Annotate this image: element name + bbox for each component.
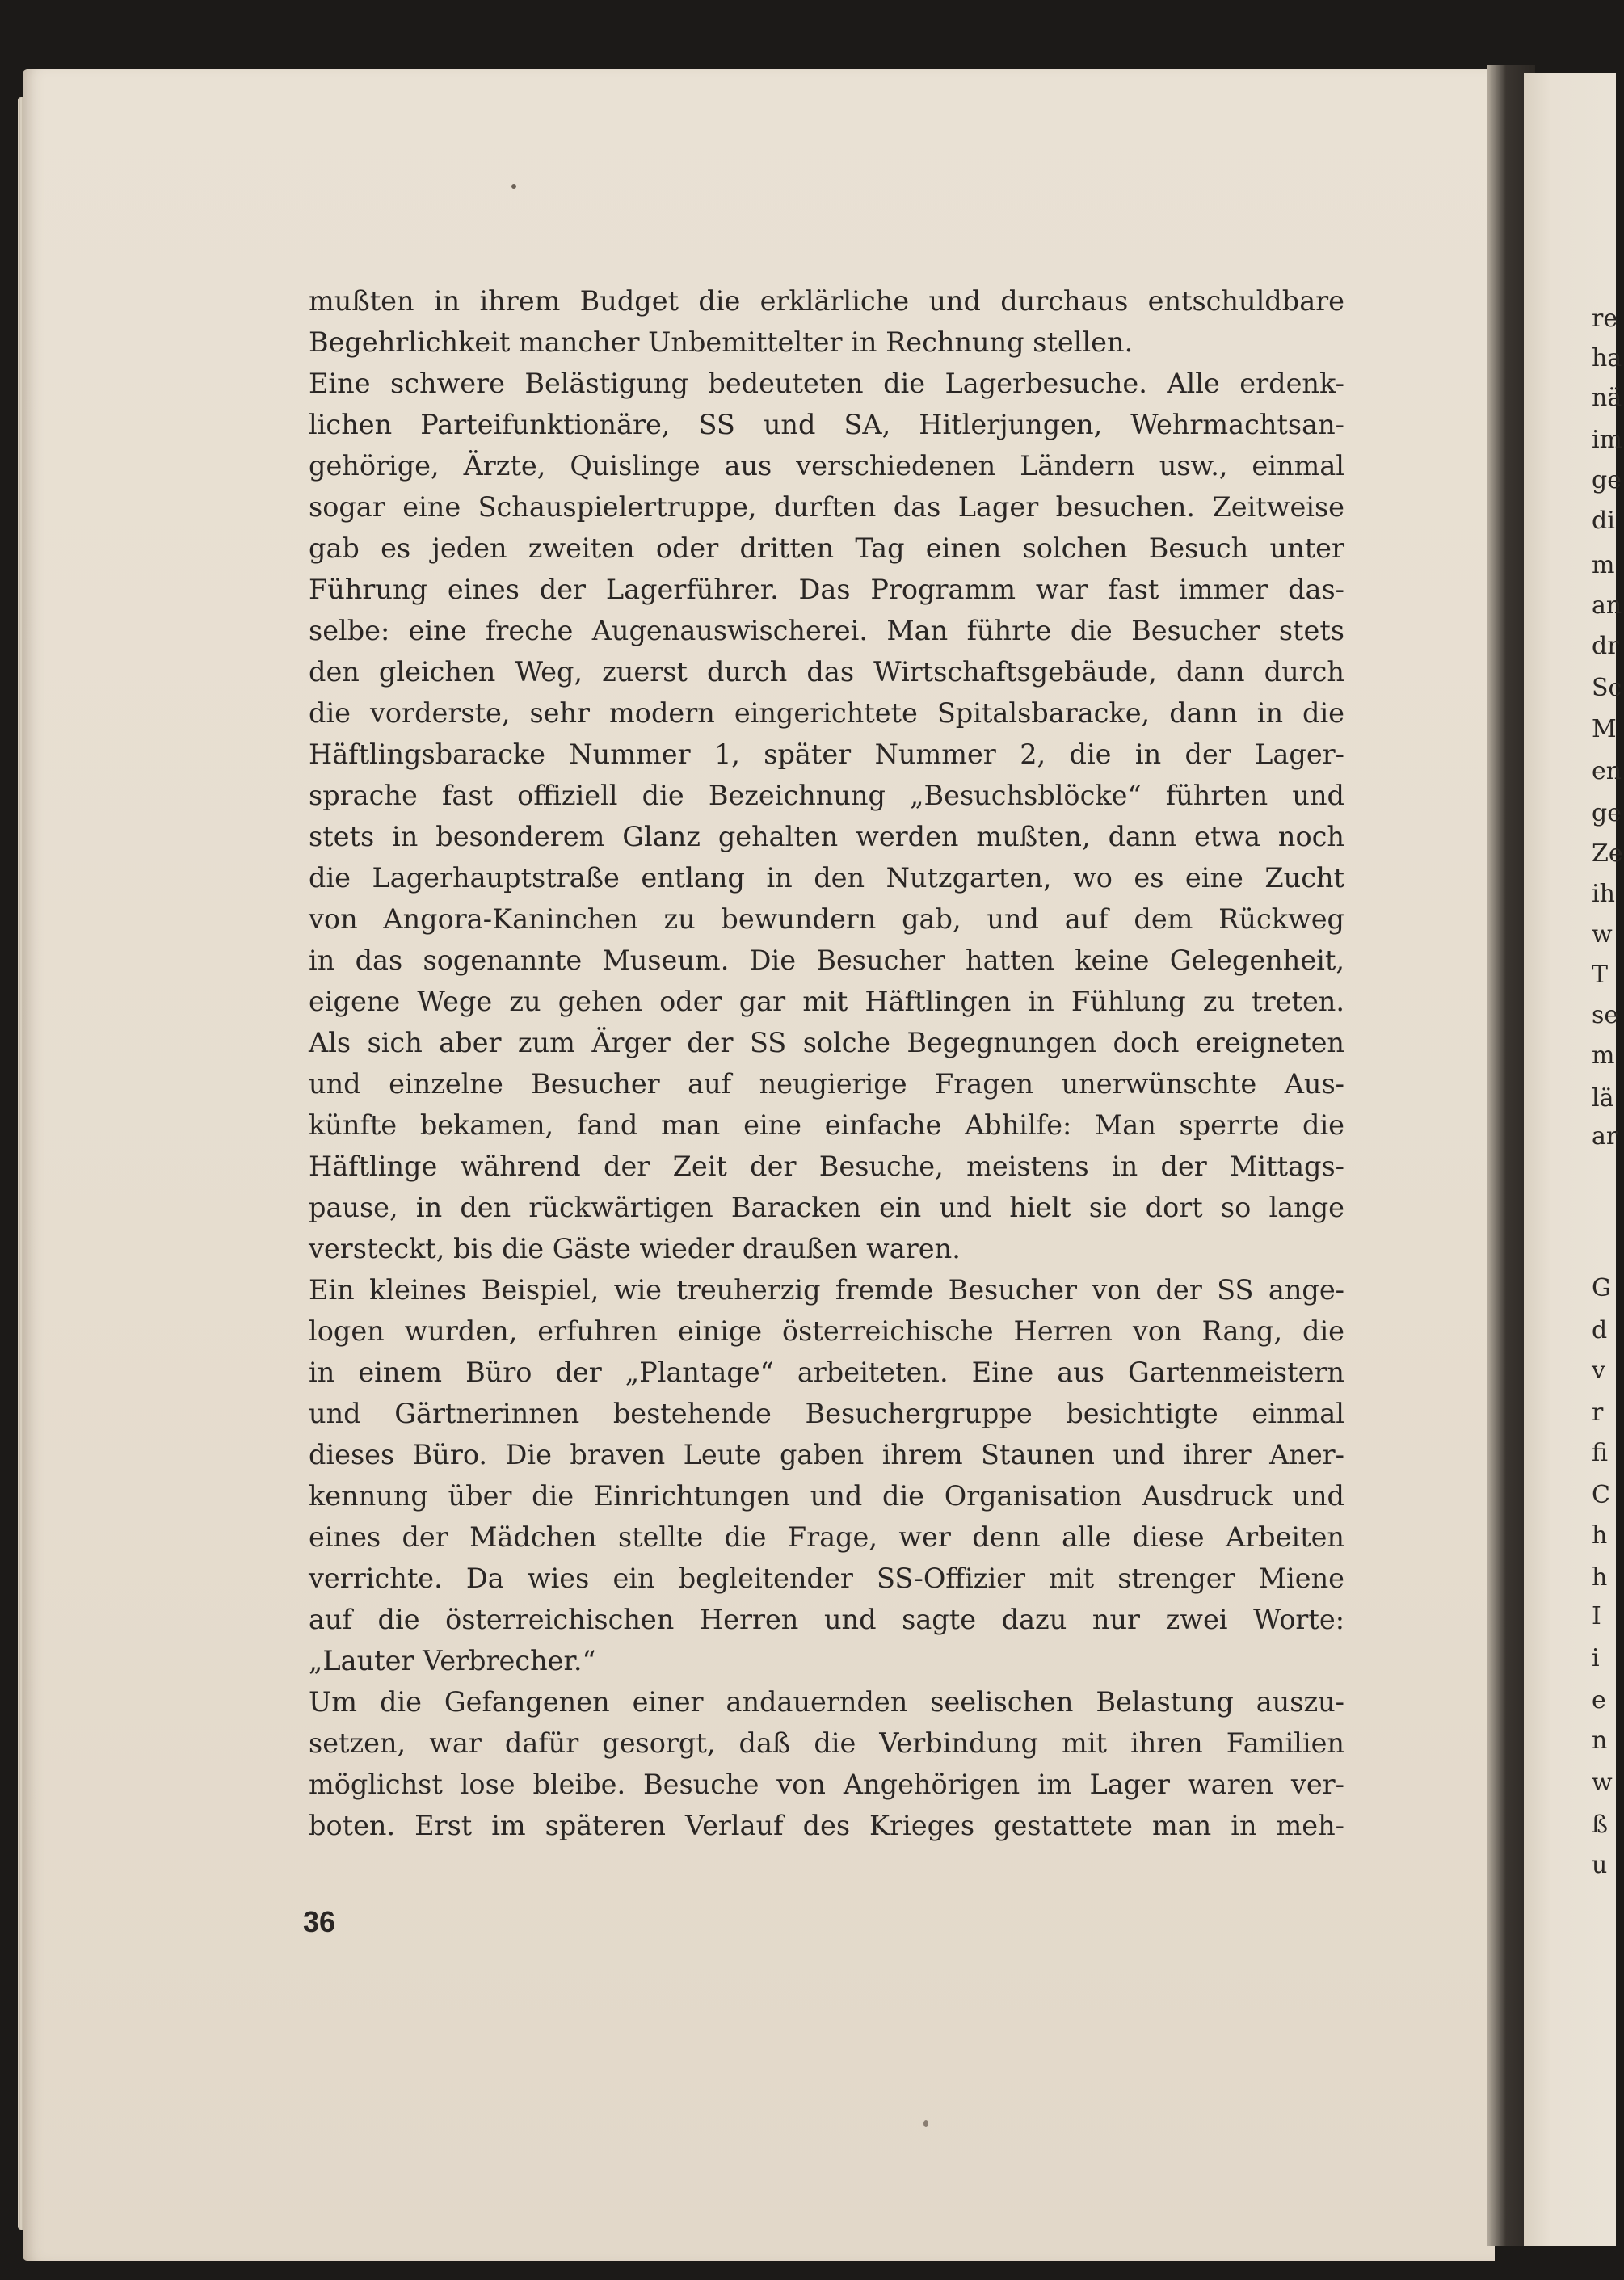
text-line: kennung über die Einrichtungen und die Organisation Ausdruck und bbox=[309, 1480, 1344, 1512]
facing-page-fragment: v bbox=[1592, 1357, 1605, 1385]
text-line: boten. Erst im späteren Verlauf des Krieges gestattete man in meh- bbox=[309, 1810, 1344, 1841]
text-line: und Gärtnerinnen bestehende Besuchergruppe besichtigte einmal bbox=[309, 1398, 1344, 1429]
facing-page-fragment: e bbox=[1592, 1686, 1606, 1714]
text-line: in das sogenannte Museum. Die Besucher hatten keine Gelegenheit, bbox=[309, 944, 1344, 976]
text-line: verrichte. Da wies ein begleitender SS-Offizier mit strenger Miene bbox=[309, 1563, 1344, 1594]
page-number: 36 bbox=[303, 1905, 336, 1938]
text-line: setzen, war dafür gesorgt, daß die Verbindung mit ihren Familien bbox=[309, 1727, 1344, 1759]
facing-page-fragment: i bbox=[1592, 1644, 1600, 1672]
facing-page-fragment: an bbox=[1592, 591, 1622, 620]
facing-page-fragment: m bbox=[1592, 551, 1615, 579]
facing-page-fragment: ß bbox=[1592, 1811, 1609, 1839]
text-line: auf die österreichischen Herren und sagte dazu nur zwei Worte: bbox=[309, 1604, 1344, 1635]
facing-page-fragment: Sc bbox=[1592, 674, 1622, 702]
facing-page-fragment: nä bbox=[1592, 384, 1622, 412]
facing-page-fragment: fi bbox=[1592, 1439, 1609, 1467]
text-line: in einem Büro der „Plantage“ arbeiteten. Eine aus Gartenmeistern bbox=[309, 1357, 1344, 1388]
body-text bbox=[309, 280, 1344, 1846]
facing-page-fragment: re bbox=[1592, 305, 1618, 333]
text-line: die Lagerhauptstraße entlang in den Nutzgarten, wo es eine Zucht bbox=[309, 862, 1344, 894]
text-line: Begehrlichkeit mancher Unbemittelter in Rechnung stellen. bbox=[309, 326, 1134, 358]
text-line: Um die Gefangenen einer andauernden seelischen Belastung auszu- bbox=[309, 1686, 1344, 1718]
facing-page-fragment: u bbox=[1592, 1851, 1608, 1879]
facing-page-fragment: d bbox=[1592, 1316, 1608, 1344]
text-line: Ein kleines Beispiel, wie treuherzig fremde Besucher von der SS ange- bbox=[309, 1274, 1344, 1306]
text-line: künfte bekamen, fand man eine einfache Abhilfe: Man sperrte die bbox=[309, 1109, 1344, 1141]
text-line: pause, in den rückwärtigen Baracken ein und hielt sie dort so lange bbox=[309, 1192, 1344, 1223]
text-line: sogar eine Schauspielertruppe, durften das Lager besuchen. Zeitweise bbox=[309, 491, 1344, 523]
facing-page-fragment: M bbox=[1592, 715, 1617, 743]
text-line: eines der Mädchen stellte die Frage, wer denn alle diese Arbeiten bbox=[309, 1521, 1344, 1553]
text-line: und einzelne Besucher auf neugierige Fragen unerwünschte Aus- bbox=[309, 1068, 1344, 1100]
text-line: möglichst lose bleibe. Besuche von Angehörigen im Lager waren ver- bbox=[309, 1769, 1344, 1800]
text-line: dieses Büro. Die braven Leute gaben ihrem Staunen und ihrer Aner- bbox=[309, 1439, 1344, 1470]
text-line: Eine schwere Belästigung bedeuteten die Lagerbesuche. Alle erdenk- bbox=[309, 368, 1344, 399]
text-line: mußten in ihrem Budget die erklärliche und durchaus entschuldbare bbox=[309, 285, 1344, 317]
facing-page-fragment: n bbox=[1592, 1727, 1608, 1755]
text-line: Führung eines der Lagerführer. Das Programm war fast immer das- bbox=[309, 574, 1344, 605]
facing-page-fragment: m bbox=[1592, 1041, 1615, 1070]
facing-page-fragment: dr bbox=[1592, 632, 1619, 660]
facing-page-fragment: G bbox=[1592, 1274, 1611, 1302]
facing-page-fragment: w bbox=[1592, 1769, 1613, 1797]
text-line: die vorderste, sehr modern eingerichtete Spitalsbaracke, dann in die bbox=[309, 697, 1344, 729]
text-line: versteckt, bis die Gäste wieder draußen waren. bbox=[309, 1233, 961, 1264]
text-line: stets in besonderem Glanz gehalten werden mußten, dann etwa noch bbox=[309, 821, 1344, 852]
facing-page-fragment: ge bbox=[1592, 466, 1622, 494]
text-line: von Angora-Kaninchen zu bewundern gab, und auf dem Rückweg bbox=[309, 903, 1344, 935]
text-line: gab es jeden zweiten oder dritten Tag einen solchen Besuch unter bbox=[309, 532, 1344, 564]
text-line: sprache fast offiziell die Bezeichnung „Besuchsblöcke“ führten und bbox=[309, 780, 1344, 811]
facing-page-fragment: h bbox=[1592, 1563, 1608, 1592]
text-line: den gleichen Weg, zuerst durch das Wirtschaftsgebäude, dann durch bbox=[309, 656, 1344, 688]
facing-page-fragment: im bbox=[1592, 426, 1623, 454]
text-line: Häftlinge während der Zeit der Besuche, meistens in der Mittags- bbox=[309, 1151, 1344, 1182]
facing-page-fragment: ha bbox=[1592, 344, 1622, 372]
facing-page-fragment: di bbox=[1592, 507, 1615, 535]
facing-page-fragment: C bbox=[1592, 1481, 1610, 1509]
text-line: eigene Wege zu gehen oder gar mit Häftlingen in Fühlung zu treten. bbox=[309, 986, 1344, 1017]
facing-page-fragment: lä bbox=[1592, 1084, 1614, 1113]
facing-page-fragment: I bbox=[1592, 1602, 1601, 1630]
facing-page-fragment: w bbox=[1592, 920, 1613, 949]
text-line: logen wurden, erfuhren einige österreichische Herren von Rang, die bbox=[309, 1315, 1344, 1347]
facing-page-fragment: en bbox=[1592, 757, 1622, 785]
text-line: lichen Parteifunktionäre, SS und SA, Hitlerjungen, Wehrmachtsan- bbox=[309, 409, 1344, 440]
facing-page-fragment: se bbox=[1592, 1001, 1619, 1029]
paper-speck bbox=[511, 184, 516, 189]
text-line: gehörige, Ärzte, Quislinge aus verschiedenen Ländern usw., einmal bbox=[309, 450, 1344, 482]
text-line: selbe: eine freche Augenauswischerei. Man führte die Besucher stets bbox=[309, 615, 1344, 646]
facing-page-fragment: ih bbox=[1592, 880, 1615, 908]
paper-speck bbox=[923, 2120, 928, 2127]
facing-page-fragment: ar bbox=[1592, 1122, 1618, 1151]
facing-page-fragment: h bbox=[1592, 1521, 1608, 1550]
text-line: Als sich aber zum Ärger der SS solche Begegnungen doch ereigneten bbox=[309, 1027, 1344, 1058]
facing-page-fragment: T bbox=[1592, 961, 1609, 989]
facing-page-fragment: ge bbox=[1592, 799, 1622, 827]
text-line: „Lauter Verbrecher.“ bbox=[309, 1645, 596, 1676]
facing-page-fragment: Ze bbox=[1592, 839, 1623, 868]
text-line: Häftlingsbaracke Nummer 1, später Nummer 2, die in der Lager- bbox=[309, 738, 1344, 770]
facing-page-fragment: r bbox=[1592, 1399, 1604, 1427]
